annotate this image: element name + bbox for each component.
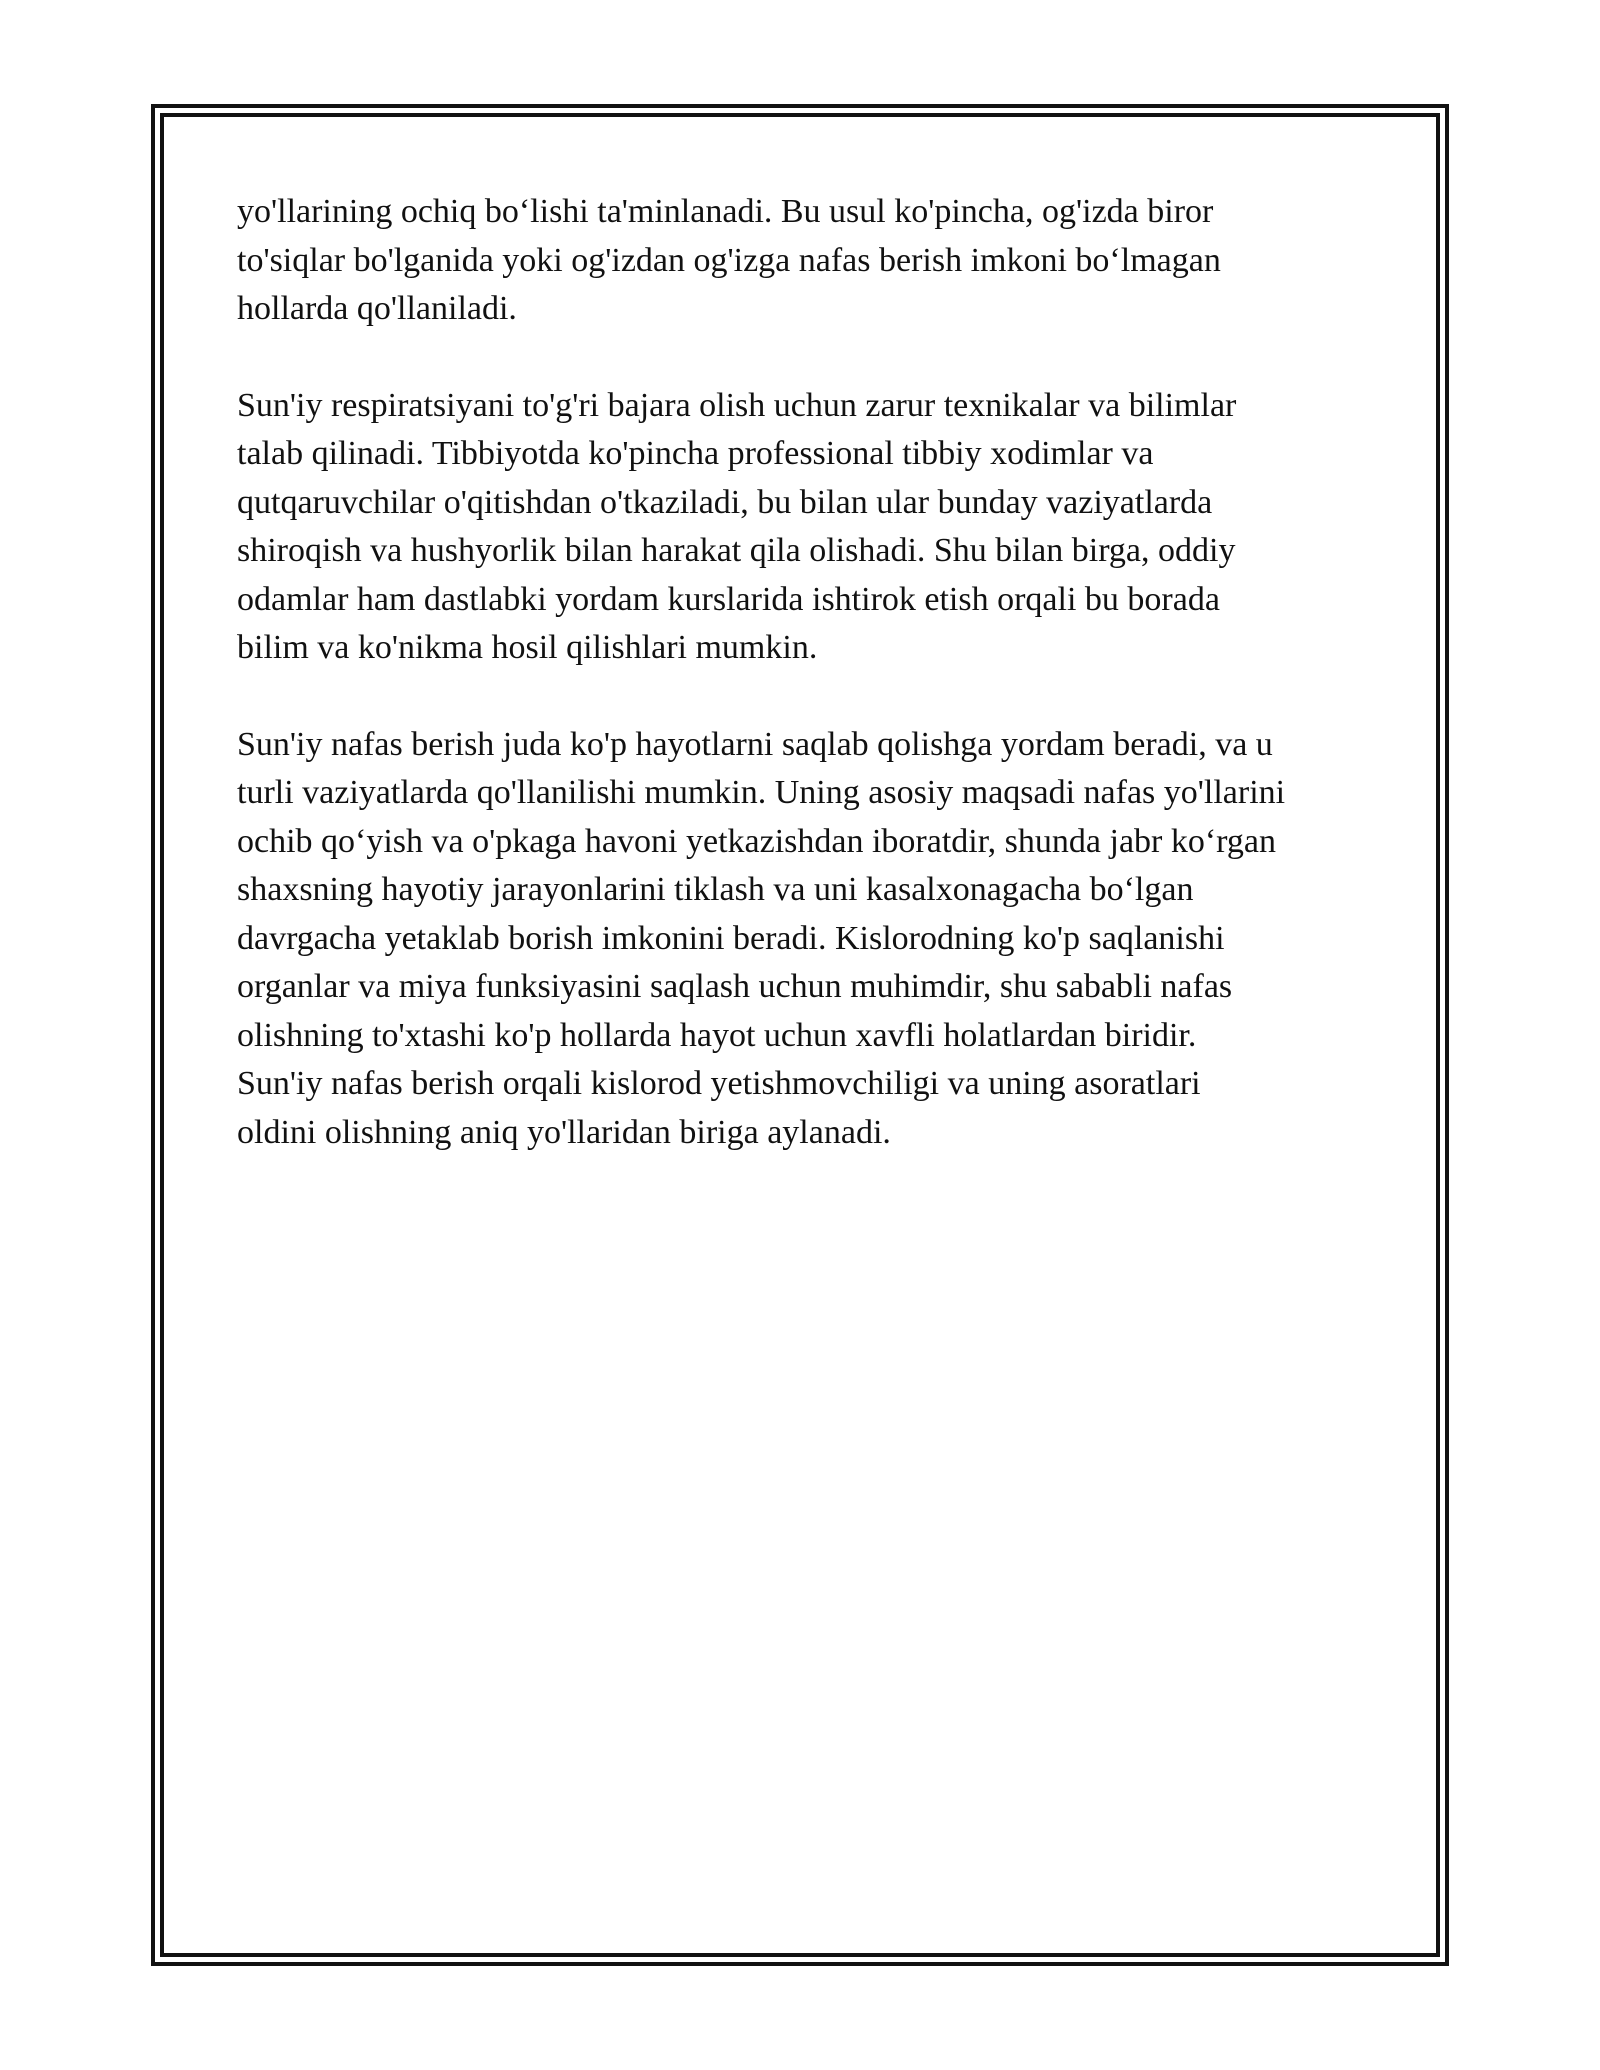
- paragraph-1: yo'llarining ochiq bo‘lishi ta'minlanadi. Bu usul ko'pincha, og'izda biror to'siqlar bo'lganida yoki og'izdan og'izga nafas berish imkoni bo‘lmagan hollarda qo'llaniladi.: [237, 193, 1221, 327]
- paragraph-3: Sun'iy nafas berish juda ko'p hayotlarni saqlab qolishga yordam beradi, va u turli vaziyatlarda qo'llanilishi mumkin. Uning asosiy maqsadi nafas yo'llarini ochib qo‘yish va o'pkaga havoni yetkazishdan iboratdir, shunda jabr ko‘rgan shaxsning hayotiy jarayonlarini tiklash va uni kasalxonagacha bo‘lgan davrgacha yetaklab borish imkonini beradi. Kislorodning ko'p saqlanishi organlar va miya funksiyasini saqlash uchun muhimdir, shu sababli nafas olishning to'xtashi ko'p hollarda hayot uchun xavfli holatlardan biridir. Sun'iy nafas berish orqali kislorod yetishmovchiligi va uning asoratlari oldini olishning aniq yo'llaridan biriga aylanadi.: [237, 725, 1286, 1151]
- paragraph-2: Sun'iy respiratsiyani to'g'ri bajara olish uchun zarur texnikalar va bilimlar talab qilinadi. Tibbiyotda ko'pincha professional tibbiy xodimlar va qutqaruvchilar o'qitishdan o'tkaziladi, bu bilan ular bunday vaziyatlarda shiroqish va hushyorlik bilan harakat qila olishadi. Shu bilan birga, oddiy odamlar ham dastlabki yordam kurslarida ishtirok etish orqali bu borada bilim va ko'nikma hosil qilishlari mumkin.: [237, 386, 1237, 666]
- document-body: [237, 188, 1377, 1205]
